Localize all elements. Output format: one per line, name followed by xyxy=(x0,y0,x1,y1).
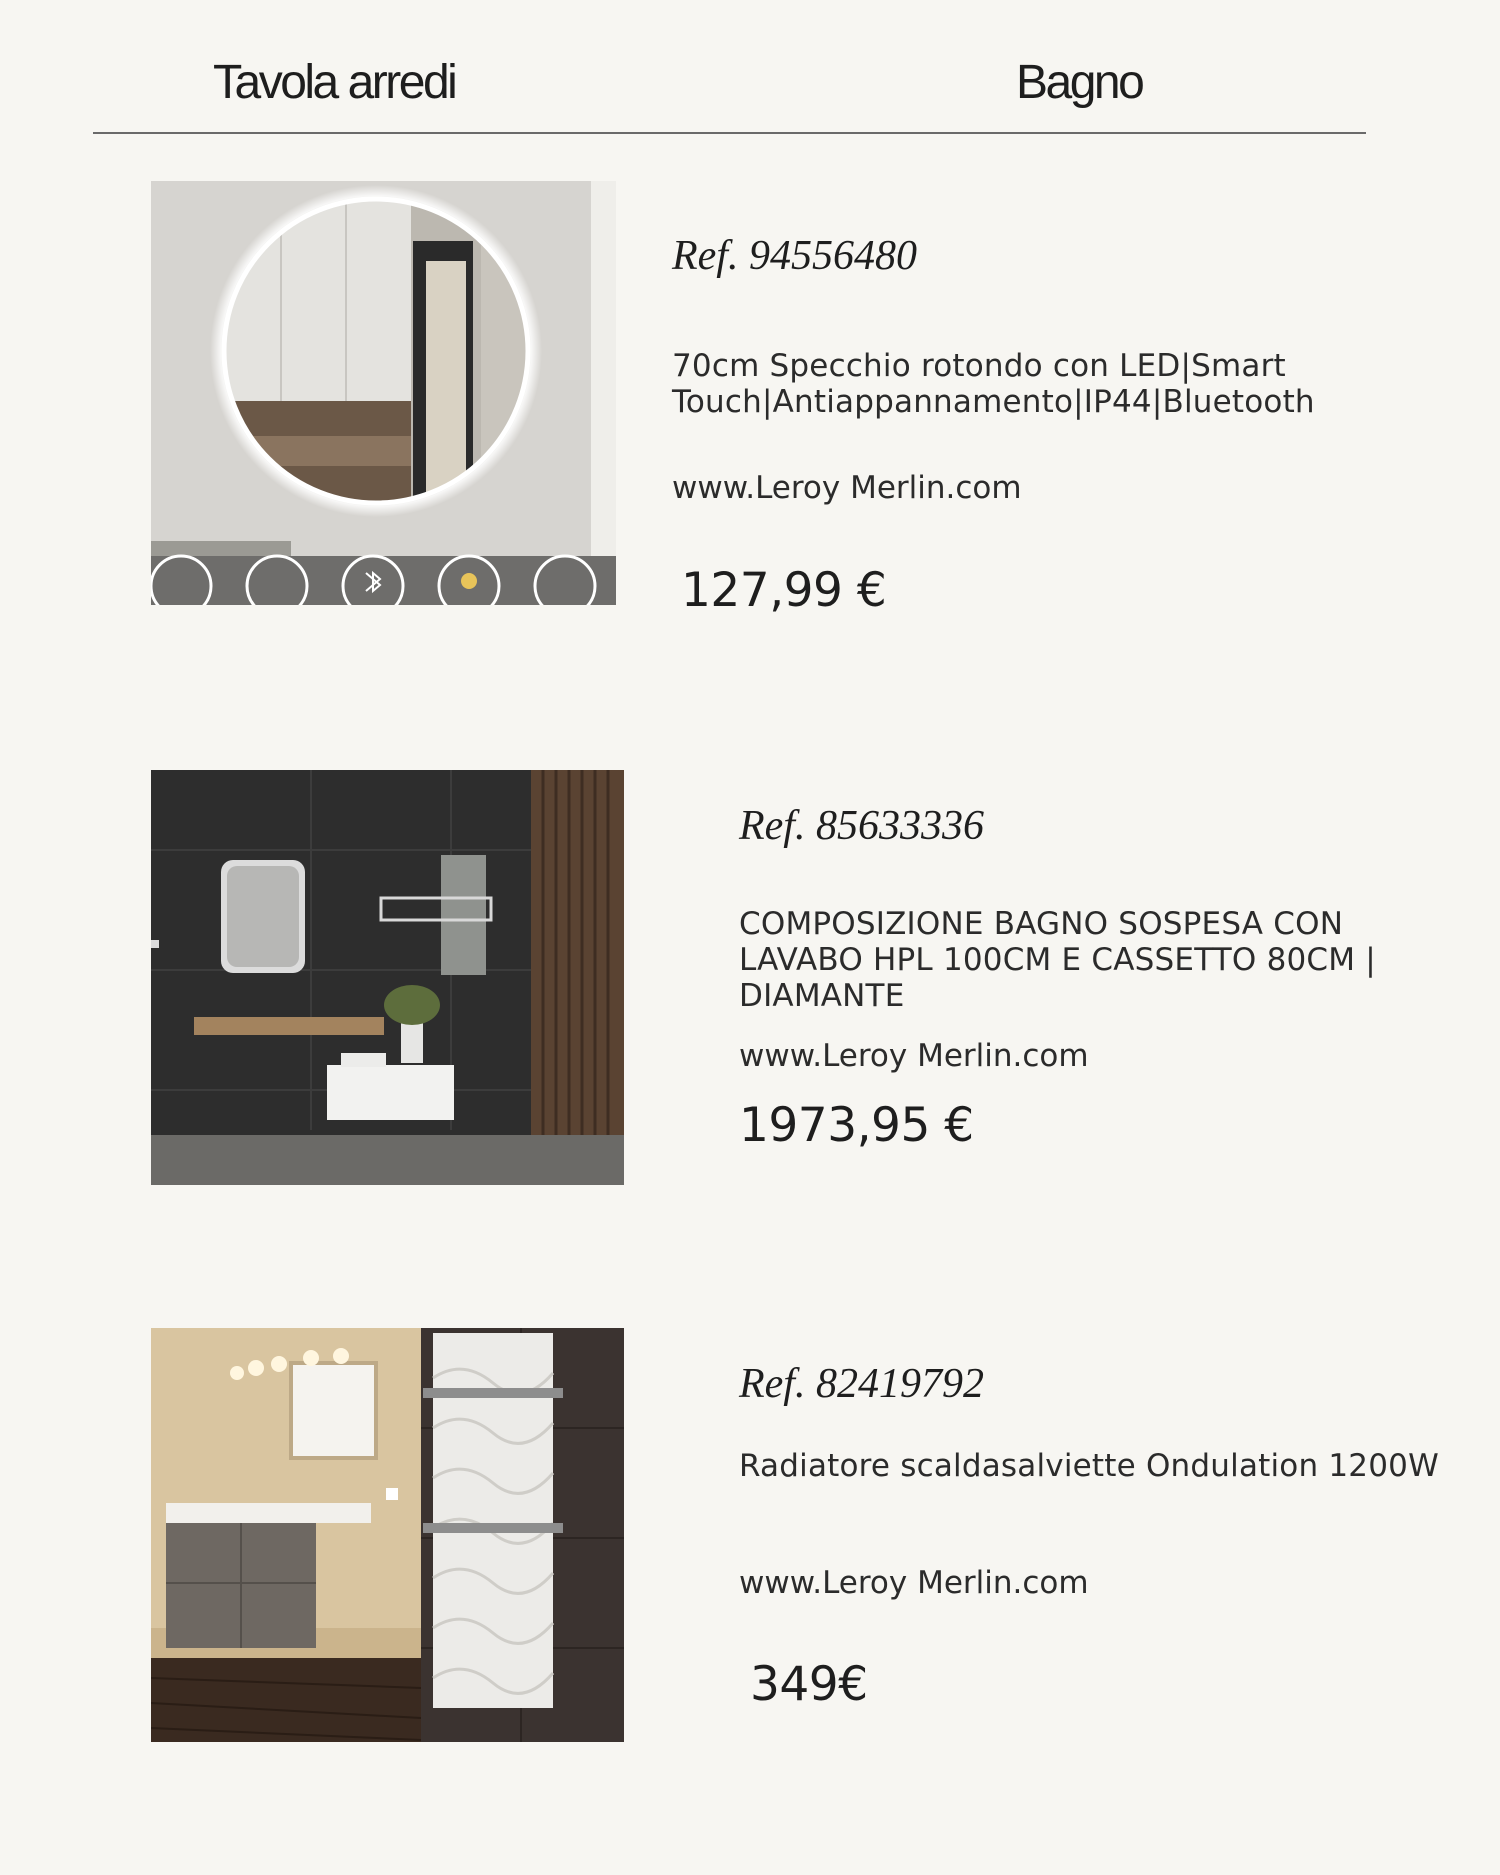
product-price: 1973,95 € xyxy=(739,1098,974,1153)
product-url[interactable]: www.Leroy Merlin.com xyxy=(739,1038,1089,1074)
header-divider xyxy=(93,132,1366,134)
product-ref: Ref. 82419792 xyxy=(739,1361,984,1407)
product-url[interactable]: www.Leroy Merlin.com xyxy=(672,470,1022,506)
product-price: 349€ xyxy=(750,1657,868,1712)
product-description: Radiatore scaldasalviette Ondulation 1200W xyxy=(739,1448,1439,1484)
suspended-bathroom-composition-photo xyxy=(151,770,624,1185)
product-ref: Ref. 85633336 xyxy=(739,803,984,849)
round-led-mirror-photo xyxy=(151,181,616,605)
product-description: 70cm Specchio rotondo con LED|Smart Touch|Antiappannamento|IP44|Bluetooth xyxy=(672,348,1315,420)
header-title-left: Tavola arredi xyxy=(213,56,456,109)
product-description: COMPOSIZIONE BAGNO SOSPESA CON LAVABO HPL 100CM E CASSETTO 80CM | DIAMANTE xyxy=(739,906,1376,1014)
product-ref: Ref. 94556480 xyxy=(672,233,917,279)
header-title-right: Bagno xyxy=(1016,56,1143,109)
product-url[interactable]: www.Leroy Merlin.com xyxy=(739,1565,1089,1601)
towel-radiator-photo xyxy=(151,1328,624,1742)
product-price: 127,99 € xyxy=(681,563,887,618)
